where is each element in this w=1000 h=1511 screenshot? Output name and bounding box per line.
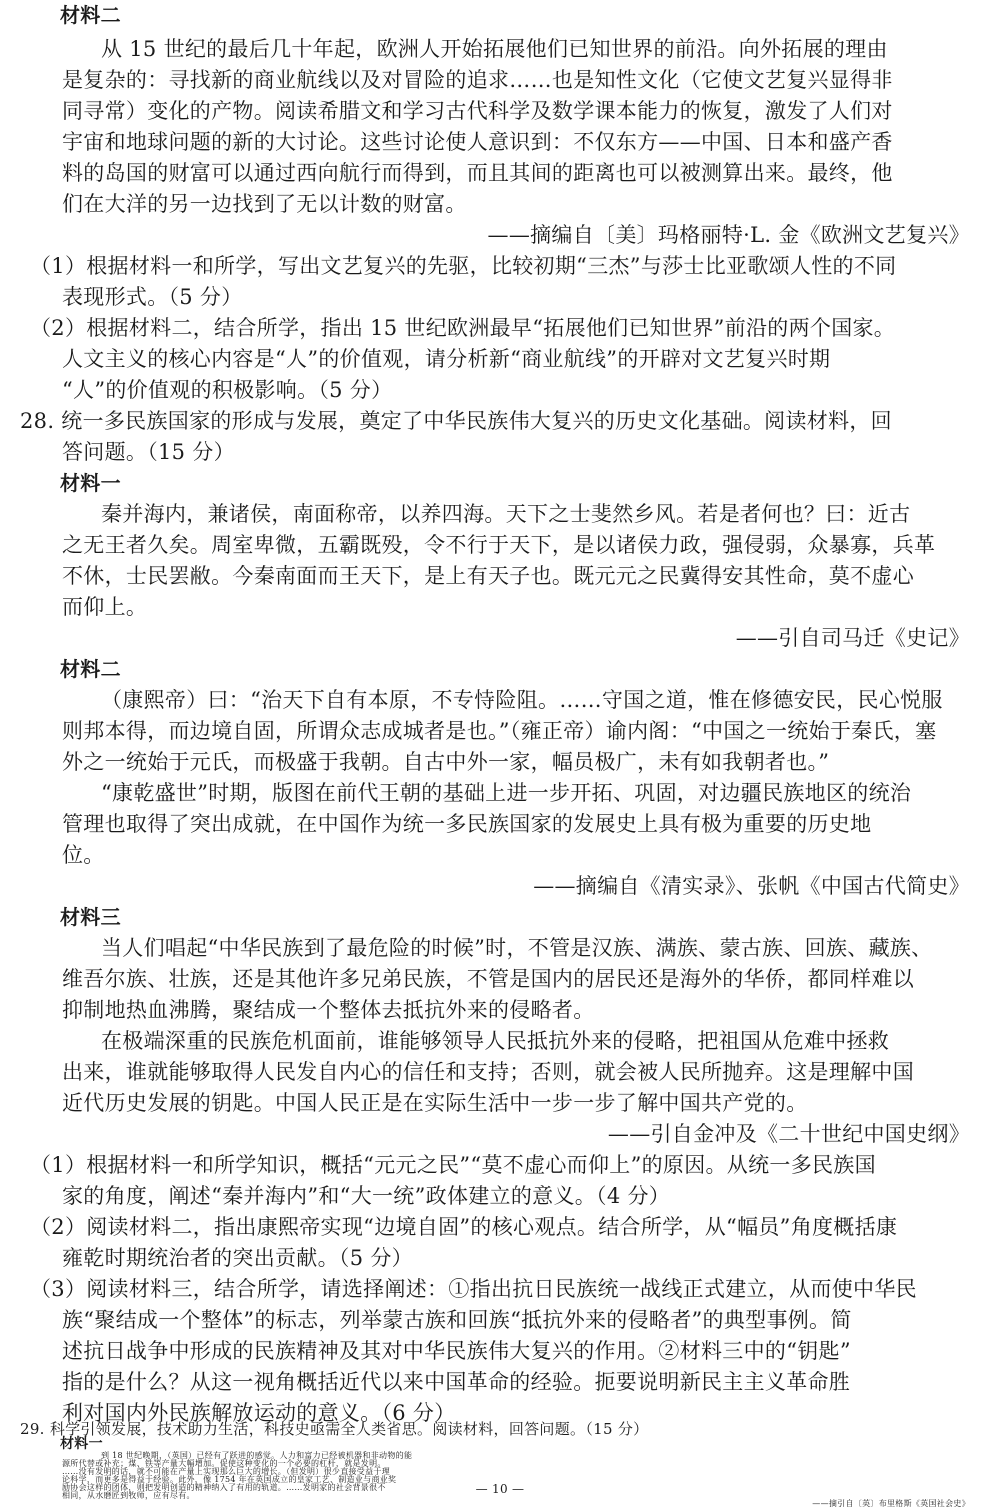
question-27-2-cont: 人文主义的核心内容是“人”的价值观，请分析新“商业航线”的开辟对文艺复兴时期 (62, 347, 831, 371)
material-text-line: 励协会这样的团体，则把发明创造的精神纳入了有用的轨道。……发明家的社会背景很不 (62, 1483, 386, 1492)
material-text-line: 维吾尔族、壮族，还是其他许多兄弟民族，不管是国内的居民还是海外的华侨，都同样难以 (62, 967, 914, 991)
question-27-2: （2）根据材料二，结合所学，指出 15 世纪欧洲最早“拓展他们已知世界”前沿的两个国家。 (30, 316, 896, 340)
question-28-2: （2）阅读材料二，指出康熙帝实现“边境自固”的核心观点。结合所学，从“幅员”角度概括康 (30, 1215, 898, 1239)
material-text-line: 抑制地热血沸腾，聚结成一个整体去抵抗外来的侵略者。 (62, 998, 595, 1022)
material-text-line: 位。 (62, 843, 105, 867)
material-source: ——摘编自〔美〕玛格丽特·L. 金《欧洲文艺复兴》 (487, 223, 970, 247)
material-heading: 材料三 (60, 905, 121, 929)
material-source: ——引自司马迁《史记》 (735, 626, 970, 650)
question-27-1-cont: 表现形式。（5 分） (62, 285, 243, 309)
material-text-line: 外之一统始于元氏，而极盛于我朝。自古中外一家，幅员极广，未有如我朝者也。” (62, 750, 830, 774)
material-text-line: 在极端深重的民族危机面前，谁能够领导人民抵抗外来的侵略，把祖国从危难中拯救 (101, 1029, 890, 1053)
question-28-3-cont: 述抗日战争中形成的民族精神及其对中华民族伟大复兴的作用。②材料三中的“钥匙” (62, 1339, 851, 1363)
material-text-line: ……没有发明的话，就不可能在产量上实现那么巨大的增长。（但发明）很少直接受益于理 (62, 1467, 390, 1476)
material-text-line: 当人们唱起“中华民族到了最危险的时候”时，不管是汉族、满族、蒙古族、回族、藏族、 (101, 936, 933, 960)
question-28-stem: 28. 统一多民族国家的形成与发展，奠定了中华民族伟大复兴的历史文化基础。阅读材料，回 (20, 409, 892, 433)
question-28-2-cont: 雍乾时期统治者的突出贡献。（5 分） (62, 1246, 413, 1270)
material-text-line: “康乾盛世”时期，版图在前代王朝的基础上进一步开拓、巩固，对边疆民族地区的统治 (101, 781, 912, 805)
material-text-line: 秦并海内，兼诸侯，南面称帝，以养四海。天下之士斐然乡风。若是者何也？曰：近古 (101, 502, 911, 526)
question-28-1-cont: 家的角度，阐述“秦并海内”和“大一统”政体建立的意义。（4 分） (62, 1184, 671, 1208)
material-source: ——摘编自《清实录》、张帆《中国古代简史》 (533, 874, 970, 898)
material-text-line: 是复杂的：寻找新的商业航线以及对冒险的追求……也是知性文化（它使文艺复兴显得非 (62, 68, 893, 92)
material-heading: 材料二 (60, 657, 121, 681)
material-text-line: 管理也取得了突出成就，在中国作为统一多民族国家的发展史上具有极为重要的历史地 (62, 812, 872, 836)
material-text-line: 相同，从水磨匠到牧师，应有尽有。 (62, 1491, 195, 1500)
question-29-stem: 29. 科学引领发展，技术助力生活，科技史亟需全人类省思。阅读材料，回答问题。（15 分） (20, 1420, 649, 1438)
material-text-line: 之无王者久矣。周室卑微，五霸既殁，令不行于天下，是以诸侯力政，强侵弱，众暴寡，兵革 (62, 533, 936, 557)
material-text-line: 们在大洋的另一边找到了无以计数的财富。 (62, 192, 467, 216)
material-text-line: （康熙帝）曰：“治天下自有本原，不专恃险阻。……守国之道，惟在修德安民，民心悦服 (101, 688, 943, 712)
question-28-3-cont: 指的是什么？从这一视角概括近代以来中国革命的经验。扼要说明新民主主义革命胜 (62, 1370, 851, 1394)
material-text-line: 宇宙和地球问题的新的大讨论。这些讨论使人意识到：不仅东方——中国、日本和盛产香 (62, 130, 893, 154)
material-source: ——引自金冲及《二十世纪中国史纲》 (607, 1122, 970, 1146)
material-text-line: 则邦本得，而边境自固，所谓众志成城者是也。”（雍正帝）谕内阁：“中国之一统始于秦氏，塞 (62, 719, 937, 743)
question-28-3: （3）阅读材料三，结合所学，请选择阐述：①指出抗日民族统一战线正式建立，从而使中华民 (30, 1277, 917, 1301)
question-27-2-cont: “人”的价值观的积极影响。（5 分） (62, 378, 393, 402)
page-number: — 10 — (475, 1482, 525, 1496)
material-text-line: 从 15 世纪的最后几十年起，欧洲人开始拓展他们已知世界的前沿。向外拓展的理由 (101, 37, 888, 61)
question-28-3-cont: 族“聚结成一个整体”的标志，列举蒙古族和回族“抵抗外来的侵略者”的典型事例。简 (62, 1308, 852, 1332)
material-text-line: 出来，谁就能够取得人民发自内心的信任和支持；否则，就会被人民所抛弃。这是理解中国 (62, 1060, 914, 1084)
material-heading: 材料二 (60, 3, 121, 27)
material-text-line: 到 18 世纪晚期，（英国）已经有了跃进的感觉。人力和富力已经被机器和非动物的能 (101, 1451, 413, 1460)
question-28-3-cont: 利对国内外民族解放运动的意义。（6 分） (62, 1401, 456, 1425)
question-28-stem-cont: 答问题。（15 分） (62, 440, 235, 464)
material-text-line: 同寻常）变化的产物。阅读希腊文和学习古代科学及数学课本能力的恢复，激发了人们对 (62, 99, 893, 123)
material-heading: 材料一 (60, 471, 121, 495)
material-text-line: 近代历史发展的钥匙。中国人民正是在实际生活中一步一步了解中国共产党的。 (62, 1091, 808, 1115)
question-27-1: （1）根据材料一和所学，写出文艺复兴的先驱，比较初期“三杰”与莎士比亚歌颂人性的不同 (30, 254, 897, 278)
material-source: ——摘引自〔英〕布里格斯《英国社会史》 (812, 1499, 970, 1508)
material-text-line: 源所代替或补充；煤、铁等产量大幅增加。促使这种变化的一个必要的杠杆，就是发明。 (62, 1459, 386, 1468)
material-heading: 材料一 (60, 1436, 103, 1452)
question-28-1: （1）根据材料一和所学知识，概括“元元之民”“莫不虚心而仰上”的原因。从统一多民族国 (30, 1153, 876, 1177)
material-text-line: 不休，士民罢敝。今秦南面而王天下，是上有天子也。既元元之民冀得安其性命，莫不虚心 (62, 564, 914, 588)
material-text-line: 论科学，而更多是得益于经验。此外，像 1754 年在英国成立的皇家工艺、制造业与商业奖 (62, 1475, 397, 1484)
material-text-line: 料的岛国的财富可以通过西向航行而得到，而且其间的距离也可以被测算出来。最终，他 (62, 161, 893, 185)
material-text-line: 而仰上。 (62, 595, 148, 619)
